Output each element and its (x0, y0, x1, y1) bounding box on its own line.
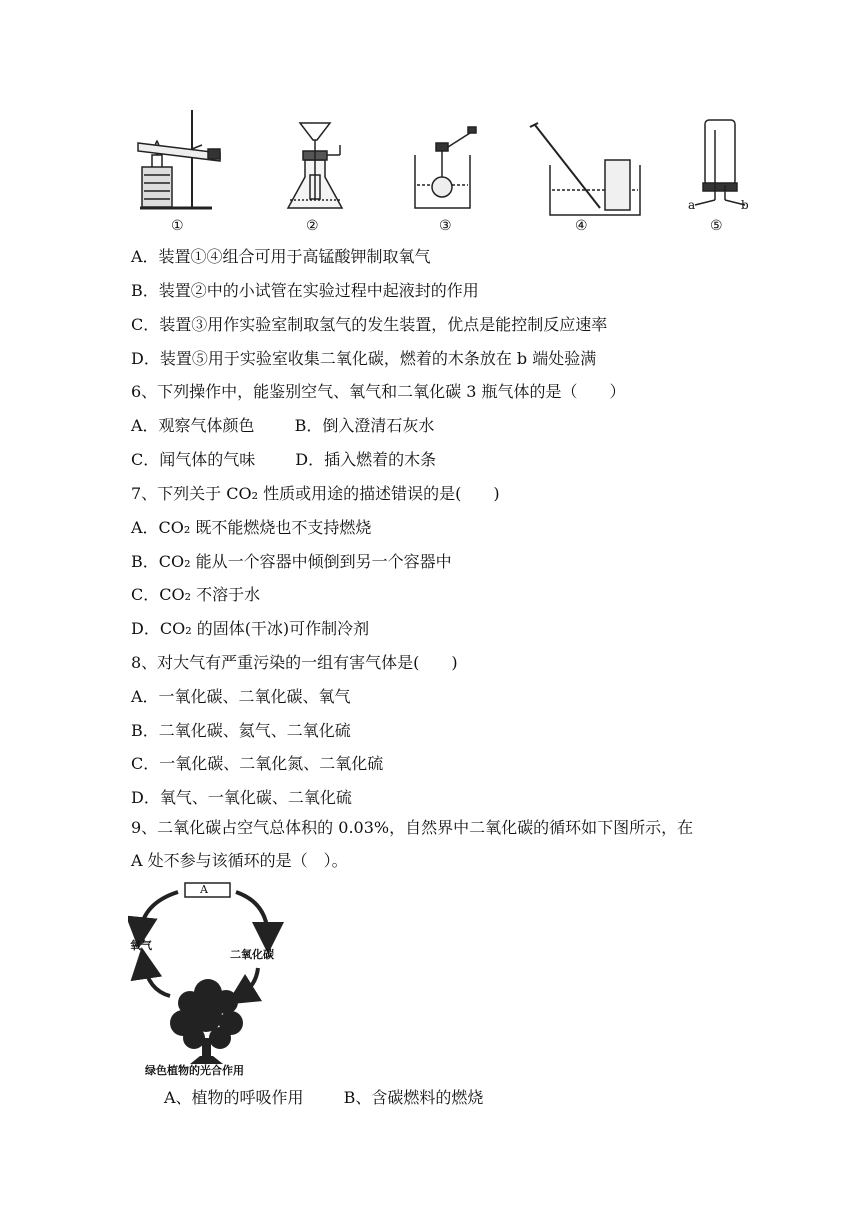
carbon-cycle-diagram (128, 878, 298, 1078)
q6-options-row1 (131, 416, 434, 436)
q7-option-d: D．CO₂ 的固体(干冰)可作制冷剂 (131, 619, 370, 638)
q7-option-b: B．CO₂ 能从一个容器中倾倒到另一个容器中 (131, 552, 452, 571)
q8-option-b: B．二氧化碳、氦气、二氧化硫 (131, 721, 351, 740)
q5-option-b: B．装置②中的小试管在实验过程中起液封的作用 (131, 281, 479, 300)
diagram-box-label: A (200, 883, 208, 896)
q9-option-b: B、含碳燃料的燃烧 (343, 1088, 484, 1107)
port-label-a: a (688, 198, 696, 212)
caption-3: ③ (439, 218, 452, 234)
diagram-label-co2: 二氧化碳 (230, 948, 274, 961)
q5-option-c: C．装置③用作实验室制取氢气的发生装置，优点是能控制反应速率 (131, 315, 608, 334)
q6-options-row2 (131, 450, 436, 470)
q6-option-a: A．观察气体颜色 (131, 416, 255, 435)
diagram-caption: 绿色植物的光合作用 (145, 1064, 244, 1077)
q9-stem-line2: A 处不参与该循环的是（ ）。 (131, 851, 348, 870)
q8-stem: 8、对大气有严重污染的一组有害气体是( ) (131, 653, 458, 672)
q6-option-d: D．插入燃着的木条 (295, 450, 437, 469)
q9-options-row (164, 1088, 483, 1108)
caption-2: ② (306, 218, 319, 234)
caption-4: ④ (575, 218, 588, 234)
q7-stem: 7、下列关于 CO₂ 性质或用途的描述错误的是( ) (131, 484, 500, 503)
diagram-label-oxygen: 氧气 (130, 939, 152, 952)
q9-option-a: A、植物的呼吸作用 (164, 1088, 304, 1107)
q5-option-d: D．装置⑤用于实验室收集二氧化碳，燃着的木条放在 b 端处验满 (131, 349, 597, 368)
q6-stem: 6、下列操作中，能鉴别空气、氧气和二氧化碳 3 瓶气体的是（ ） (131, 382, 626, 401)
port-label-b: b (741, 198, 749, 212)
q7-option-c: C．CO₂ 不溶于水 (131, 585, 261, 604)
q6-option-c: C．闻气体的气味 (131, 450, 256, 469)
q9-stem-line1: 9、二氧化碳占空气总体积的 0.03%，自然界中二氧化碳的循环如下图所示，在 (131, 818, 694, 837)
q5-option-a: A．装置①④组合可用于高锰酸钾制取氧气 (131, 247, 431, 266)
q8-option-c: C．一氧化碳、二氧化氮、二氧化硫 (131, 754, 384, 773)
q7-option-a: A．CO₂ 既不能燃烧也不支持燃烧 (131, 518, 372, 537)
q6-option-b: B．倒入澄清石灰水 (294, 416, 435, 435)
carbon-cycle-drawing (128, 878, 298, 1078)
q8-option-d: D．氧气、一氧化碳、二氧化硫 (131, 788, 352, 807)
caption-1: ① (171, 218, 184, 234)
q8-option-a: A．一氧化碳、二氧化碳、氧气 (131, 687, 351, 706)
caption-5: ⑤ (710, 218, 723, 234)
